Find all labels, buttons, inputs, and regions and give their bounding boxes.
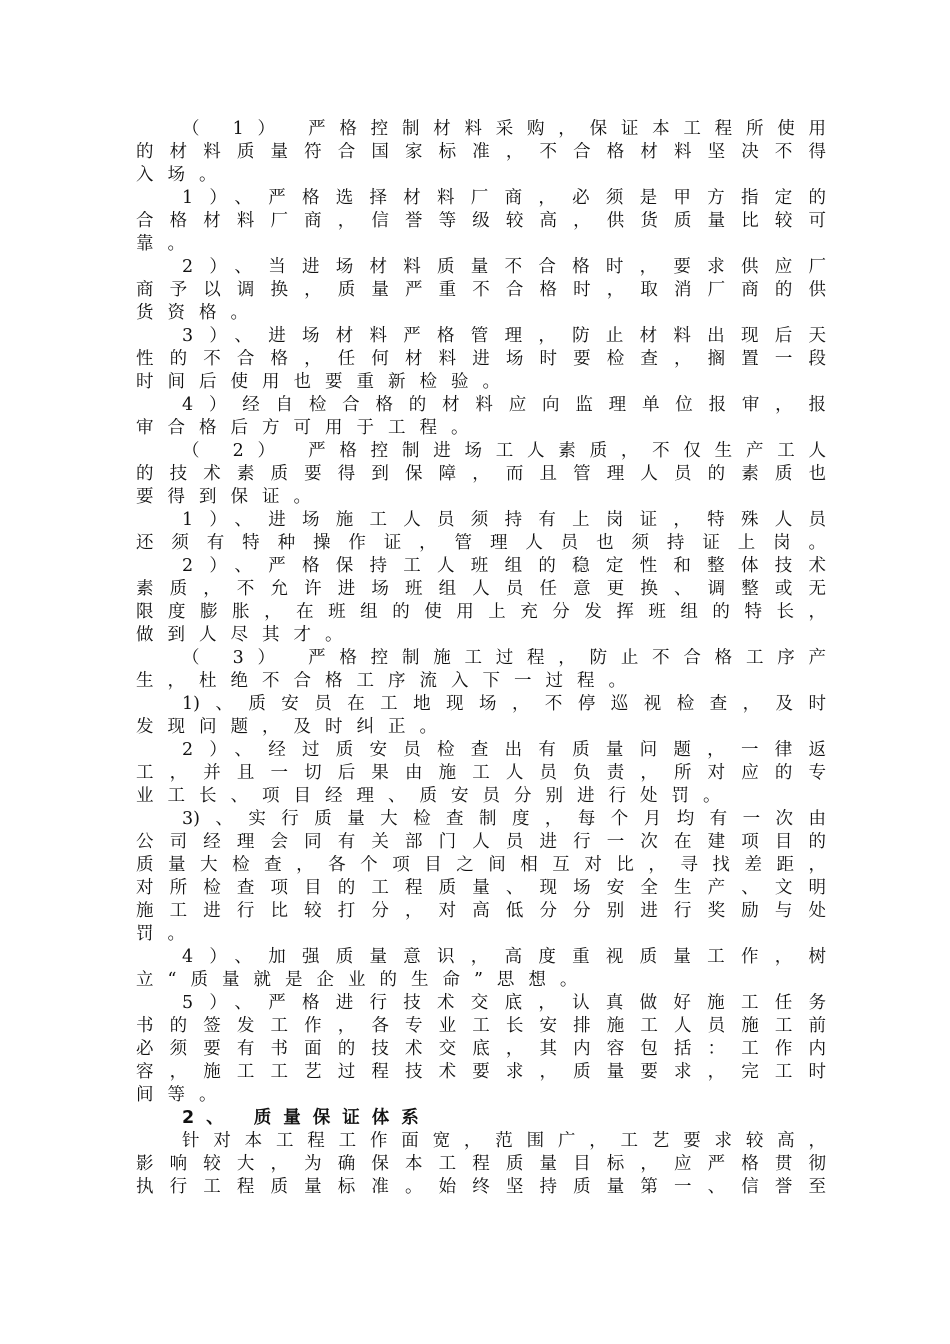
text-line: 靠。	[136, 234, 199, 254]
text-line: 3)、实行质量大检查制度，每个月均有一次由	[182, 809, 826, 829]
text-line: 工，并且一切后果由施工人员负责，所对应的专	[136, 763, 826, 783]
text-line: （ 3） 严格控制施工过程，防止不合格工序产	[182, 648, 826, 668]
text-line: 货资格。	[136, 303, 262, 323]
text-line: 1）、进场施工人员须持有上岗证，特殊人员	[182, 510, 826, 530]
text-line: （ 1） 严格控制材料采购，保证本工程所使用	[182, 119, 826, 139]
text-line: 立“质量就是企业的生命”思想。	[136, 970, 592, 990]
text-line: 商予以调换，质量严重不合格时，取消厂商的供	[136, 280, 826, 300]
text-line: 发现问题，及时纠正。	[136, 717, 451, 737]
text-line: 容，施工工艺过程技术要求，质量要求，完工时	[136, 1062, 826, 1082]
text-line: 书的签发工作，各专业工长安排施工人员施工前	[136, 1016, 826, 1036]
text-line: 入场。	[136, 165, 231, 185]
text-line: 执行工程质量标准。始终坚持质量第一、信誉至	[136, 1177, 826, 1197]
text-line: 2）、经过质安员检查出有质量问题，一律返	[182, 740, 826, 760]
text-line: 限度膨胀，在班组的使用上充分发挥班组的特长，	[136, 602, 826, 622]
text-line: 1）、严格选择材料厂商，必须是甲方指定的	[182, 188, 826, 208]
text-line: 施工进行比较打分，对高低分分别进行奖励与处	[136, 901, 826, 921]
text-line: 的材料质量符合国家标准，不合格材料坚决不得	[136, 142, 826, 162]
text-line: 生，杜绝不合格工序流入下一过程。	[136, 671, 640, 691]
text-line: （ 2） 严格控制进场工人素质，不仅生产工人	[182, 441, 826, 461]
text-line: 时间后使用也要重新检验。	[136, 372, 514, 392]
document-body	[136, 118, 826, 1199]
text-line: 审合格后方可用于工程。	[136, 418, 483, 438]
text-line: 2）、当进场材料质量不合格时，要求供应厂	[182, 257, 826, 277]
text-line: 5）、严格进行技术交底，认真做好施工任务	[182, 993, 826, 1013]
text-line: 性的不合格，任何材料进场时要检查，搁置一段	[136, 349, 826, 369]
text-line: 2）、严格保持工人班组的稳定性和整体技术	[182, 556, 826, 576]
text-line: 1)、质安员在工地现场，不停巡视检查，及时	[182, 694, 826, 714]
text-line: 素质，不允许进场班组人员任意更换、调整或无	[136, 579, 826, 599]
text-line: 业工长、项目经理、质安员分别进行处罚。	[136, 786, 735, 806]
text-line: 要得到保证。	[136, 487, 325, 507]
section-heading: 2、 质量保证体系	[182, 1108, 431, 1128]
text-line: 公司经理会同有关部门人员进行一次在建项目的	[136, 832, 826, 852]
text-line: 质量大检查，各个项目之间相互对比，寻找差距，	[136, 855, 826, 875]
text-line: 4）、加强质量意识，高度重视质量工作，树	[182, 947, 826, 967]
text-line: 4）经自检合格的材料应向监理单位报审，报	[182, 395, 826, 415]
text-line: 间等。	[136, 1085, 231, 1105]
text-line: 还须有特种操作证，管理人员也须持证上岗。	[136, 533, 826, 553]
text-line: 对所检查项目的工程质量、现场安全生产、文明	[136, 878, 826, 898]
text-line: 罚。	[136, 924, 199, 944]
text-line: 的技术素质要得到保障，而且管理人员的素质也	[136, 464, 826, 484]
text-line: 合格材料厂商，信誉等级较高，供货质量比较可	[136, 211, 826, 231]
text-line: 针对本工程工作面宽，范围广，工艺要求较高，	[182, 1131, 826, 1151]
text-line: 影响较大，为确保本工程质量目标，应严格贯彻	[136, 1154, 826, 1174]
text-line: 做到人尽其才。	[136, 625, 357, 645]
text-line: 3）、进场材料严格管理，防止材料出现后天	[182, 326, 826, 346]
text-line: 必须要有书面的技术交底，其内容包括：工作内	[136, 1039, 826, 1059]
